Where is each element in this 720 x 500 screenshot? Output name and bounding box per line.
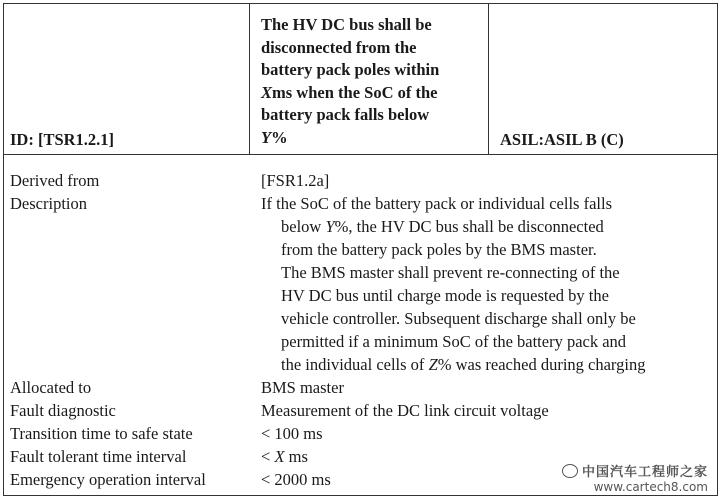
watermark: [562, 461, 708, 494]
wechat-icon: [562, 464, 578, 478]
description-text: [261, 192, 711, 376]
requirement-line: disconnected from the: [261, 37, 417, 57]
emergency-interval-value: < 2000 ms: [261, 470, 331, 489]
header-divider: [3, 154, 717, 155]
allocated-to-label: Allocated to: [10, 378, 92, 397]
requirement-line: battery pack falls below: [261, 105, 430, 125]
requirement-line: Y%: [261, 127, 288, 147]
description-line: The BMS master shall prevent re-connecting of the: [281, 263, 620, 282]
transition-time-label: Transition time to safe state: [10, 424, 193, 443]
fault-diagnostic-label: Fault diagnostic: [10, 401, 116, 420]
derived-from-value: [FSR1.2a]: [261, 171, 330, 190]
requirement-line: The HV DC bus shall be: [261, 15, 432, 34]
requirement-line: Xms when the SoC of the: [261, 82, 438, 102]
requirement-statement: [261, 14, 481, 150]
column-divider-right: [488, 3, 489, 154]
fault-tolerant-time-value: < X ms: [261, 447, 308, 466]
fault-diagnostic-value: Measurement of the DC link circuit voltage: [261, 401, 549, 420]
column-divider-left: [249, 3, 250, 154]
description-label: Description: [10, 194, 87, 213]
transition-time-value: < 100 ms: [261, 424, 323, 443]
asil-rating: ASIL:ASIL B (C): [500, 130, 624, 149]
emergency-interval-label: Emergency operation interval: [10, 470, 206, 489]
requirement-id: ID: [TSR1.2.1]: [10, 130, 115, 149]
derived-from-label: Derived from: [10, 171, 100, 190]
requirement-line: battery pack poles within: [261, 60, 440, 80]
description-line: permitted if a minimum SoC of the battery pack and: [281, 332, 627, 351]
fault-tolerant-time-label: Fault tolerant time interval: [10, 447, 187, 466]
description-line: from the battery pack poles by the BMS master.: [281, 240, 597, 259]
description-line: HV DC bus until charge mode is requested by the: [281, 286, 609, 305]
allocated-to-value: BMS master: [261, 378, 344, 397]
watermark-title: 中国汽车工程师之家: [581, 465, 708, 480]
description-line: the individual cells of Z% was reached during charging: [281, 355, 646, 374]
description-line: below Y%, the HV DC bus shall be disconnected: [281, 217, 604, 236]
description-line: vehicle controller. Subsequent discharge shall only be: [281, 309, 636, 328]
watermark-url: www.cartech8.com: [593, 480, 708, 494]
description-line: If the SoC of the battery pack or individual cells falls: [261, 194, 612, 213]
